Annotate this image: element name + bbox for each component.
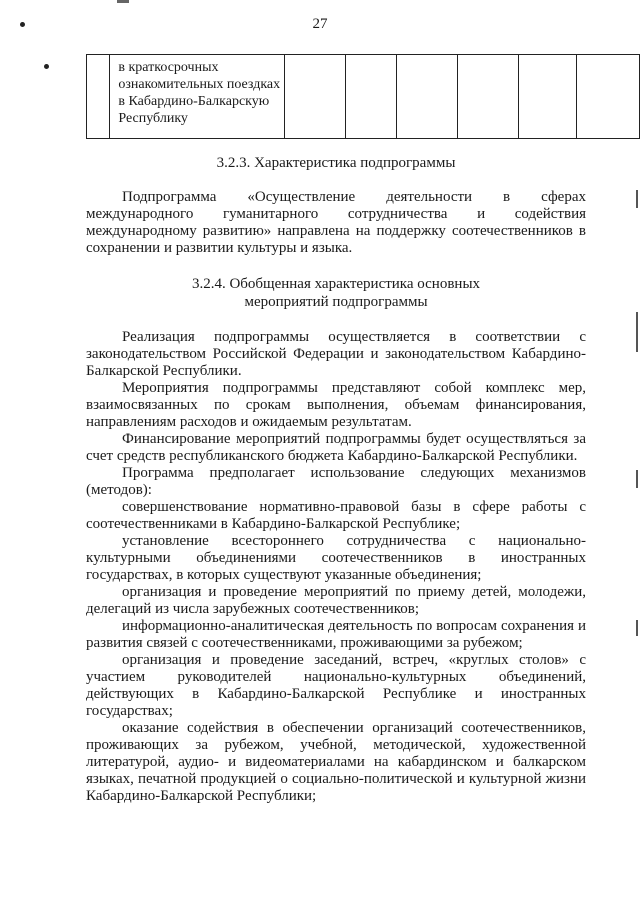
- body-paragraph: Мероприятия подпрограммы представляют собой комплекс мер, взаимосвязанных по срокам выполнения, объемам финансирования, направлениям расходов и ожидаемым результатам.: [86, 380, 586, 430]
- table-cell: [345, 55, 396, 139]
- table-cell: [457, 55, 518, 139]
- body-paragraph: организация и проведение заседаний, встреч, «круглых столов» с участием руководителей национально-культурных объединений, действующих в Кабардино-Балкарской Республике и иностранных государствах;: [86, 652, 586, 719]
- body-paragraph: Финансирование мероприятий подпрограммы будет осуществляться за счет средств республиканского бюджета Кабардино-Балкарской Республики.: [86, 431, 586, 464]
- table-cell: [518, 55, 577, 139]
- section-heading-3-2-4: [86, 275, 586, 311]
- page-number: 27: [312, 16, 328, 32]
- body-paragraph: Реализация подпрограммы осуществляется в соответствии с законодательством Российской Федерации и законодательством Кабардино-Балкарской Республики.: [86, 329, 586, 379]
- scan-dot-mark: [44, 64, 49, 69]
- section-heading-3-2-3: 3.2.3. Характеристика подпрограммы: [216, 155, 456, 171]
- section-3-2-3-paragraph: Подпрограмма «Осуществление деятельности в сферах международного гуманитарного сотрудничества и содействия международному развитию» направлена на поддержку соотечественников в сохранении и развитии культуры и языка.: [86, 189, 586, 256]
- body-paragraph: установление всестороннего сотрудничества с национально-культурными объединениями соотечественников в иностранных государствах, в которых существуют указанные объединения;: [86, 533, 586, 583]
- scan-edge-mark: [636, 470, 638, 488]
- body-paragraph: оказание содействия в обеспечении организаций соотечественников, проживающих за рубежом, учебной, методической, художественной литературой, аудио- и видеоматериалами на кабардинском и балкарском языках, печатной продукцией о социально-политической и культурной жизни Кабардино-Балкарской Республики;: [86, 720, 586, 804]
- table-cell: [397, 55, 458, 139]
- scan-edge-mark: [636, 620, 638, 636]
- body-paragraph: организация и проведение мероприятий по приему детей, молодежи, делегаций из числа зарубежных соотечественников;: [86, 584, 586, 617]
- table-cell: [285, 55, 346, 139]
- table-fragment: [86, 54, 640, 139]
- section-3-2-4-body: [86, 329, 586, 805]
- body-paragraph: совершенствование нормативно-правовой базы в сфере работы с соотечественниками в Кабардино-Балкарской Республике;: [86, 499, 586, 532]
- heading-line: мероприятий подпрограммы: [244, 294, 428, 310]
- scan-edge-mark: [636, 190, 638, 208]
- heading-line: 3.2.4. Обобщенная характеристика основных: [191, 276, 481, 292]
- table-cell: [87, 55, 110, 139]
- table-cell-text: в краткосрочных ознакомительных поездках в Кабардино-Балкарскую Республику: [110, 55, 285, 139]
- body-paragraph: информационно-аналитическая деятельность по вопросам сохранения и развития связей с соотечественниками, проживающими за рубежом;: [86, 618, 586, 651]
- scan-edge-mark: [636, 312, 638, 352]
- body-paragraph: Программа предполагает использование следующих механизмов (методов):: [86, 465, 586, 498]
- table-row: [87, 55, 640, 139]
- table-cell: [577, 55, 640, 139]
- scan-artifact: [117, 0, 129, 3]
